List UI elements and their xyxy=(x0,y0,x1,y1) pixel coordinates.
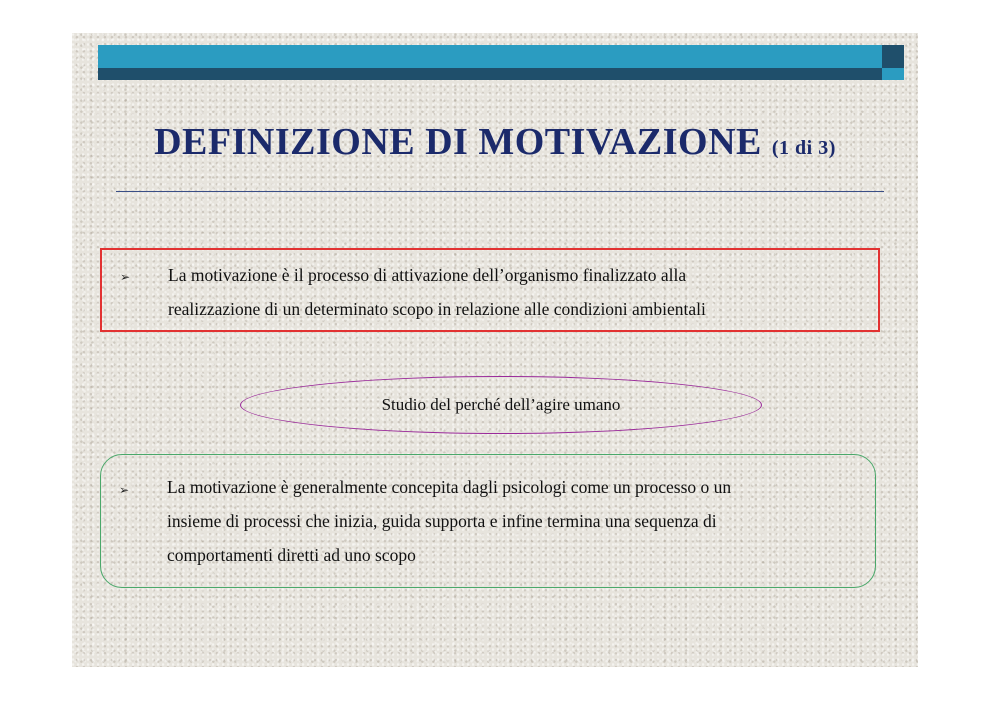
concept-box xyxy=(100,454,876,588)
slide-title-text: DEFINIZIONE DI MOTIVAZIONE xyxy=(154,121,762,163)
study-ellipse xyxy=(240,376,762,434)
concept-text xyxy=(167,470,731,572)
title-underline xyxy=(116,191,884,192)
concept-line-1: La motivazione è generalmente concepita dagli psicologi come un processo o un xyxy=(167,477,732,497)
concept-line-2: insieme di processi che inizia, guida supporta e infine termina una sequenza di xyxy=(167,511,717,531)
slide xyxy=(72,33,918,667)
top-bar-corner-dark xyxy=(882,45,904,68)
arrowhead-bullet-icon: ➢ xyxy=(119,483,130,497)
arrowhead-bullet-icon: ➢ xyxy=(120,270,131,284)
slide-title-suffix: (1 di 3) xyxy=(771,137,836,159)
definition-text xyxy=(168,258,706,326)
ellipse-text: Studio del perché dell’agire umano xyxy=(381,395,621,414)
definition-line-1: La motivazione è il processo di attivazione dell’organismo finalizzato alla xyxy=(168,265,687,285)
slide-title xyxy=(72,120,918,164)
definition-line-2: realizzazione di un determinato scopo in relazione alle condizioni ambientali xyxy=(168,299,706,319)
top-bar-corner-light xyxy=(882,68,904,80)
top-bar-light xyxy=(98,45,882,68)
top-bar-dark xyxy=(98,68,882,80)
concept-line-3: comportamenti diretti ad uno scopo xyxy=(167,545,416,565)
definition-box xyxy=(100,248,880,332)
